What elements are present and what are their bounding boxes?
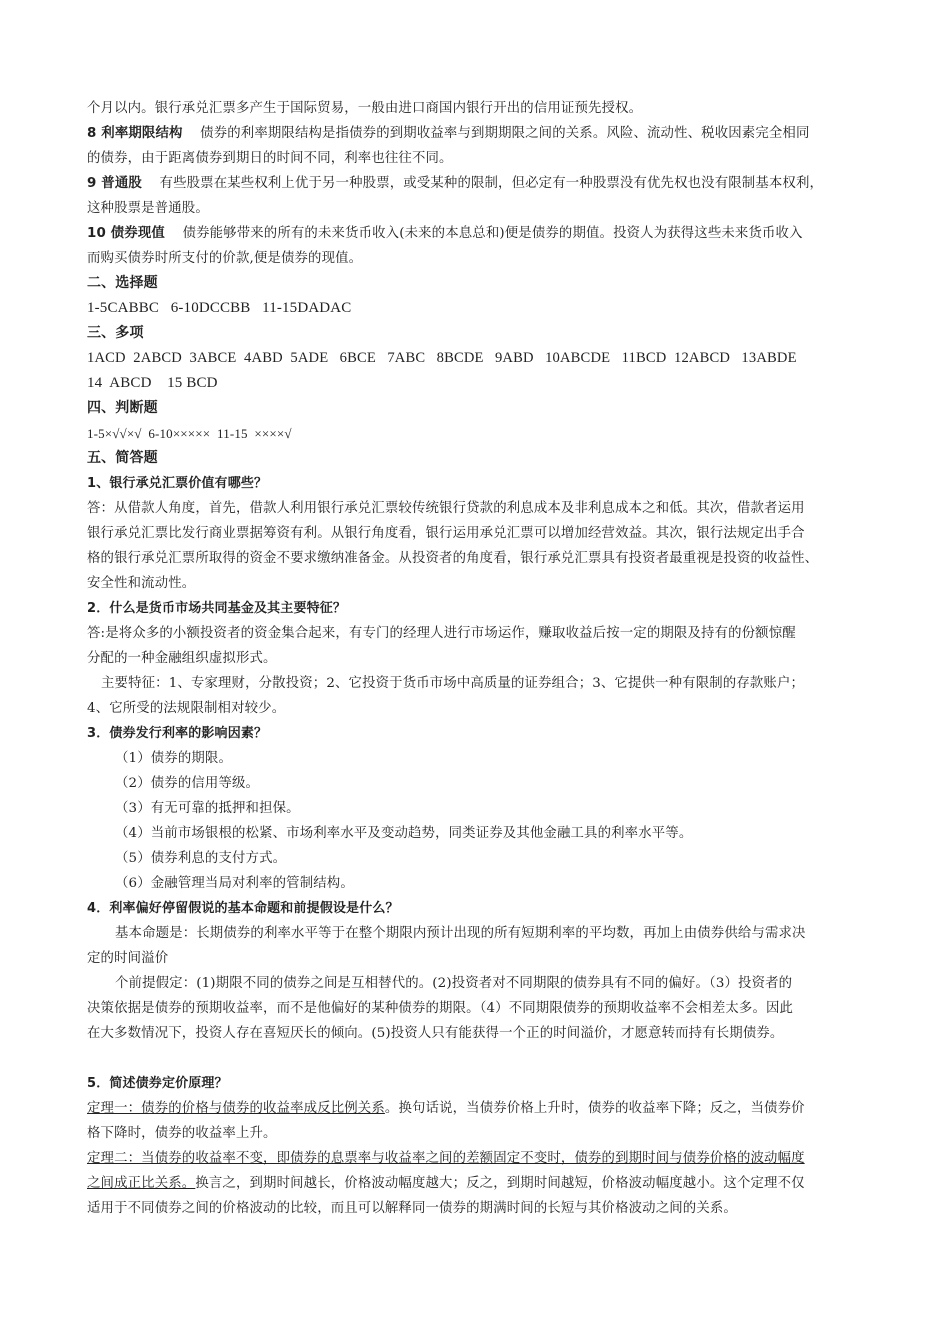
question-2-features-line: 主要特征：1、专家理财，分散投资；2、它投资于货币市场中高质量的证券组合；3、它提供一种有限制的存款账户； bbox=[101, 676, 805, 691]
theorem-2-text: 换言之，到期时间越长，价格波动幅度越大；反之，到期时间越短，价格波动幅度越小。这个定理不仅 bbox=[195, 1176, 805, 1191]
question-1-answer-line: 答：从借款人角度，首先，借款人利用银行承兑汇票较传统银行贷款的利息成本及非利息成本之和低。其次，借款者运用 bbox=[87, 501, 805, 516]
section-4-answers: 1-5×√√×√ 6-10××××× 11-15 ××××√ bbox=[87, 426, 292, 441]
question-5-answer-line: 适用于不同债券之间的价格波动的比较，而且可以解释同一债券的期满时间的长短与其价格波动之间的关系。 bbox=[87, 1201, 737, 1216]
question-3-item: （5）债券利息的支付方式。 bbox=[115, 851, 287, 866]
section-3-heading: 三、多项 bbox=[87, 325, 144, 341]
question-5-answer-line bbox=[87, 1171, 862, 1196]
term-8-line bbox=[87, 121, 862, 146]
question-5-answer-line bbox=[87, 1146, 862, 1171]
question-1-answer-line: 安全性和流动性。 bbox=[87, 576, 196, 591]
question-3-item: （1）债券的期限。 bbox=[115, 751, 232, 766]
theorem-1-underlined: 定理一：债券的价格与债券的收益率成反比例关系 bbox=[87, 1101, 385, 1116]
term-9-text: 有些股票在某些权利上优于另一种股票，或受某种的限制，但必定有一种股票没有优先权也没有限制基本权利， bbox=[159, 176, 824, 191]
paragraph-line: 个月以内。银行承兑汇票多产生于国际贸易，一般由进口商国内银行开出的信用证预先授权。 bbox=[87, 101, 643, 116]
section-3-answers-line1: 1ACD 2ABCD 3ABCE 4ABD 5ADE 6BCE 7ABC 8BCDE 9ABD 10ABCDE 11BCD 12ABCD 13ABDE bbox=[87, 350, 797, 366]
term-8-text: 债券的利率期限结构是指债券的到期收益率与到期期限之间的关系。风险、流动性、税收因素完全相同 bbox=[200, 126, 810, 141]
question-3-item: （3）有无可靠的抵押和担保。 bbox=[115, 801, 300, 816]
section-3-answers-line2: 14 ABCD 15 BCD bbox=[87, 375, 218, 391]
term-9-label: 9 普通股 bbox=[87, 176, 142, 191]
section-2-heading: 二、选择题 bbox=[87, 275, 158, 291]
term-8-label: 8 利率期限结构 bbox=[87, 126, 183, 141]
question-3-item: （2）债券的信用等级。 bbox=[115, 776, 260, 791]
question-2-title: 2．什么是货币市场共同基金及其主要特征？ bbox=[87, 601, 347, 616]
theorem-2-underlined: 定理二：当债券的收益率不变，即债券的息票率与收益率之间的差额固定不变时，债券的到期时间与债券价格的波动幅度 bbox=[87, 1151, 805, 1166]
question-5-answer-line: 格下降时，债券的收益率上升。 bbox=[87, 1126, 277, 1141]
term-9-line bbox=[87, 171, 862, 196]
question-1-answer-line: 格的银行承兑汇票所取得的资金不要求缴纳准备金。从投资者的角度看，银行承兑汇票具有投资者最重视是投资的收益性、 bbox=[87, 551, 819, 566]
question-4-answer-line: 定的时间溢价 bbox=[87, 951, 169, 966]
question-2-features-line: 4、它所受的法规限制相对较少。 bbox=[87, 701, 286, 716]
term-10-line bbox=[87, 221, 862, 246]
term-10-text: 债券能够带来的所有的未来货币收入(未来的本息总和)便是债券的期值。投资人为获得这些未来货币收入 bbox=[182, 226, 803, 241]
question-4-answer-line: 基本命题是：长期债券的利率水平等于在整个期限内预计出现的所有短期利率的平均数，再加上由债券供给与需求决 bbox=[115, 926, 806, 941]
section-5-heading: 五、简答题 bbox=[87, 450, 158, 466]
question-3-title: 3．债券发行利率的影响因素？ bbox=[87, 726, 268, 741]
question-3-item: （6）金融管理当局对利率的管制结构。 bbox=[115, 876, 354, 891]
question-2-answer-line: 分配的一种金融组织虚拟形式。 bbox=[87, 651, 277, 666]
document-page bbox=[87, 96, 862, 1221]
question-4-answer-line: 决策依据是债券的预期收益率，而不是他偏好的某种债券的期限。（4）不同期限债券的预期收益率不会相差太多。因此 bbox=[87, 1001, 794, 1016]
theorem-2-underlined-cont: 之间成正比关系。 bbox=[87, 1176, 196, 1191]
question-4-answer-line: 在大多数情况下，投资人存在喜短厌长的倾向。(5)投资人只有能获得一个正的时间溢价，才愿意转而持有长期债券。 bbox=[87, 1026, 784, 1041]
question-4-title: 4．利率偏好停留假说的基本命题和前提假设是什么？ bbox=[87, 901, 399, 916]
section-4-heading: 四、判断题 bbox=[87, 400, 158, 416]
question-4-answer-line: 个前提假定：(1)期限不同的债券之间是互相替代的。(2)投资者对不同期限的债券具有不同的偏好。（3）投资者的 bbox=[115, 976, 793, 991]
term-10-text-cont: 而购买债券时所支付的价款,便是债券的现值。 bbox=[87, 251, 363, 266]
term-10-label: 10 债券现值 bbox=[87, 226, 165, 241]
term-8-text-cont: 的债券，由于距离债券到期日的时间不同，利率也往往不同。 bbox=[87, 151, 453, 166]
question-5-title: 5．简述债券定价原理？ bbox=[87, 1076, 228, 1091]
question-1-title: 1、银行承兑汇票价值有哪些？ bbox=[87, 476, 268, 491]
section-2-answers: 1-5CABBC 6-10DCCBB 11-15DADAC bbox=[87, 300, 352, 316]
term-9-text-cont: 这种股票是普通股。 bbox=[87, 201, 209, 216]
question-2-answer-line: 答:是将众多的小额投资者的资金集合起来，有专门的经理人进行市场运作，赚取收益后按一定的期限及持有的份额惊醒 bbox=[87, 626, 796, 641]
question-1-answer-line: 银行承兑汇票比发行商业票据筹资有利。从银行角度看，银行运用承兑汇票可以增加经营效益。其次，银行法规定出手合 bbox=[87, 526, 805, 541]
blank-line bbox=[87, 1046, 862, 1071]
question-5-answer-line bbox=[87, 1096, 862, 1121]
theorem-1-text: 。换句话说，当债券价格上升时，债券的收益率下降；反之，当债券价 bbox=[384, 1101, 805, 1116]
question-3-item: （4）当前市场银根的松紧、市场利率水平及变动趋势，同类证券及其他金融工具的利率水平等。 bbox=[115, 826, 693, 841]
